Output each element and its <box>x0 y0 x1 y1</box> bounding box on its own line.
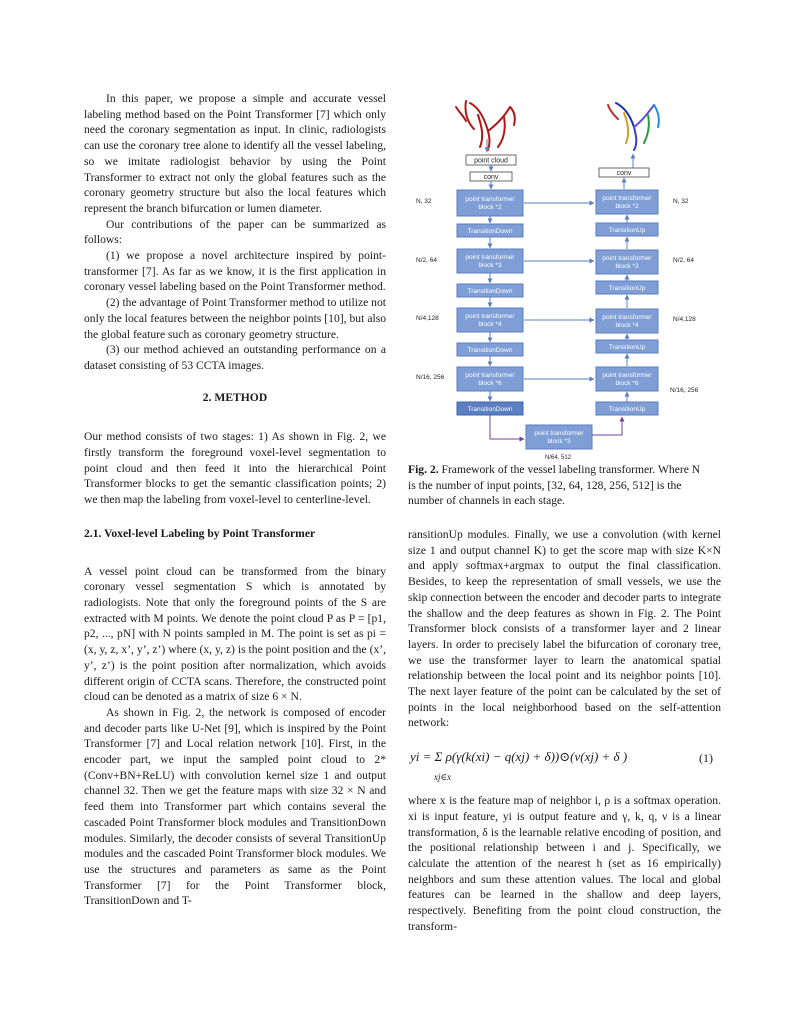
svg-text:block *2: block *2 <box>615 203 639 210</box>
figure-label: Fig. 2. <box>408 463 439 476</box>
point-cloud-label: point cloud <box>474 157 508 165</box>
dim-label: N, 32 <box>416 198 432 205</box>
transition-down-label: TransitionDown <box>467 228 513 235</box>
contribution-item: (1) we propose a novel architecture inspired by point-transformer [7]. As far as we know, it is the first application in coronary vessel labeling based on the Point Transformer method. <box>84 249 386 294</box>
encoder-block <box>457 190 523 216</box>
svg-text:block *6: block *6 <box>478 380 502 387</box>
input-vessel-tree-icon <box>456 101 515 150</box>
intro-paragraph: In this paper, we propose a simple and accurate vessel labeling method based on the Point Transformer [7] which only need the coronary segmentation as input. In clinic, radiologists can use the coronary tree alone to identify all the vessel labeling, so we imitate radiologist behavior by using the Point Transformer to extract not only the global features such as the coronary geometry structure but also the local features which represent the branch bifurcation or lumen diameter. <box>84 92 386 215</box>
section-title: 2. METHOD <box>202 390 268 404</box>
conv-label: conv <box>616 170 632 177</box>
svg-text:point transformer: point transformer <box>534 430 584 437</box>
dim-label: N/64, 512 <box>544 455 572 460</box>
output-vessel-tree-icon <box>608 103 659 150</box>
dim-label: N, 32 <box>673 198 689 205</box>
transition-down-label: TransitionDown <box>467 406 513 413</box>
decoder-block <box>596 367 658 391</box>
body-paragraph: A vessel point cloud can be transformed from the binary coronary vessel segmentation S which is annotated by radiologists. Note that only the foreground points of the S are extracted with M points. We denote the point cloud P as P = [p1, p2, ..., pN] with N points sampled in M. The point is set as pi = (x, y, z, x’, y’, z’) where (x, y, z) is the point position and the (x’, y’, z’) is the point position after normalization, which avoids different origin of CCTA scans. Therefore, the constructed point cloud can be denoted as a matrix of size 6 × N. <box>84 564 386 704</box>
body-paragraph: As shown in Fig. 2, the network is composed of encoder and decoder parts like U-Net [9], which is inspired by the Point Transformer [7] and Local relation network [10]. First, in the encoder part, we input the sampled point cloud to 2*(Conv+BN+ReLU) with convolution kernel size 1 and output channel 32. Then we get the feature maps with size 32 × N and feed them into Transformer part which contains several the cascaded Point Transformer block modules and TransitionDown modules. Similarly, the decoder consists of several TransitionUp modules and the cascaded Point Transformer block modules. We use the structures and parameters as same as the Point Transformer [7] for the Point Transformer block, TransitionDown and T- <box>84 705 386 908</box>
bottleneck-block <box>526 425 592 449</box>
method-paragraph: Our method consists of two stages: 1) As shown in Fig. 2, we firstly transform the foreground voxel-level segmentation to point cloud and then feed it into the hierarchical Point Transformer blocks to get the semantic classification points; 2) we then map the labeling from voxel-level to centerline-level. <box>84 430 386 507</box>
bottleneck-arrow <box>490 415 524 439</box>
transition-up-label: TransitionUp <box>608 227 646 234</box>
conv-label: conv <box>483 174 499 181</box>
body-paragraph: where x is the feature map of neighbor i, ρ is a softmax operation. xi is input feature, yi is output feature and γ, k, q, ν is a linear transformation, δ is the learnable relative encoding of position, and the positional relationship between i and j. Specifically, we calculate the attention of the nearest h (set as 16 empirically) neighbors and sum these attention values. The local and global features can be learned in the shallow and deep layers, respectively. Benefiting from the point cloud construction, the transform- <box>408 794 721 933</box>
equation-body: yi = Σ ρ(γ(k(xi) − q(xj) + δ))⊙(ν(xj) + δ ) <box>410 749 628 765</box>
svg-text:point transformer: point transformer <box>465 196 515 203</box>
svg-text:block *4: block *4 <box>478 321 502 328</box>
caption-text: Framework of the vessel labeling transformer. Where N is the number of input points, [32, 64, 128, 256, 512] is the number of channels in each stage. <box>408 463 701 508</box>
contributions-intro: Our contributions of the paper can be summarized as follows: <box>84 217 386 247</box>
decoder-block <box>596 250 658 274</box>
subsection-title: 2.1. Voxel-level Labeling by Point Transformer <box>84 526 316 540</box>
equation-subscript: xj∈x <box>434 772 452 783</box>
decoder-block <box>596 309 658 333</box>
right-column <box>408 527 721 934</box>
dim-label: N/4,128 <box>673 316 696 323</box>
figure-caption <box>408 462 710 509</box>
encoder-block <box>457 367 523 391</box>
transition-down-label: TransitionDown <box>467 288 513 295</box>
svg-text:block *4: block *4 <box>615 322 639 329</box>
dim-label: N/2, 64 <box>416 257 437 264</box>
equation <box>408 745 721 787</box>
transition-up-label: TransitionUp <box>608 285 646 292</box>
contribution-item: (2) the advantage of Point Transformer method to utilize not only the local features between the neighbor points [10], but also the global feature such as coronary geometry structure. <box>84 296 386 341</box>
svg-text:point transformer: point transformer <box>465 313 515 320</box>
dim-label: N/16, 256 <box>670 387 699 394</box>
dim-label: N/4,128 <box>416 315 439 322</box>
svg-text:block *2: block *2 <box>478 204 502 211</box>
encoder-block <box>457 308 523 332</box>
svg-text:block *6: block *6 <box>615 380 639 387</box>
dim-label: N/16, 256 <box>416 374 445 381</box>
svg-text:point transformer: point transformer <box>602 314 652 321</box>
decoder-block <box>596 190 658 214</box>
svg-text:point transformer: point transformer <box>602 372 652 379</box>
encoder-block <box>457 249 523 273</box>
svg-text:point transformer: point transformer <box>465 254 515 261</box>
svg-text:point transformer: point transformer <box>602 195 652 202</box>
transition-up-label: TransitionUp <box>608 344 646 351</box>
svg-text:block *3: block *3 <box>478 262 502 269</box>
contribution-item: (3) our method achieved an outstanding performance on a dataset consisting of 53 CCTA images. <box>84 343 386 372</box>
left-column <box>84 91 386 909</box>
transition-up-label: TransitionUp <box>608 406 646 413</box>
svg-text:block *3: block *3 <box>547 438 571 445</box>
equation-number: (1) <box>699 751 713 766</box>
svg-text:point transformer: point transformer <box>465 372 515 379</box>
bottleneck-arrow <box>592 417 622 435</box>
transition-down-label: TransitionDown <box>467 347 513 354</box>
svg-text:point transformer: point transformer <box>602 255 652 262</box>
body-paragraph: ransitionUp modules. Finally, we use a convolution (with kernel size 1 and output channel K) to get the score map with size K×N and apply softmax+argmax to output the final classification. Besides, to keep the representation of small vessels, we use the skip connection between the encoder and decoder parts to integrate the shallow and the deep features as shown in Fig. 2. The Point Transformer block consists of a transformer layer and 2 linear layers. In order to precisely label the bifurcation of coronary tree, we use the transformer layer to learn the anatomical spatial relationship between the local point and its neighbor points [10]. The next layer feature of the point can be calculated by the set of points in the local neighborhood based on the self-attention network: <box>408 528 721 730</box>
network-figure <box>408 95 718 460</box>
svg-text:block *3: block *3 <box>615 263 639 270</box>
dim-label: N/2, 64 <box>673 257 694 264</box>
